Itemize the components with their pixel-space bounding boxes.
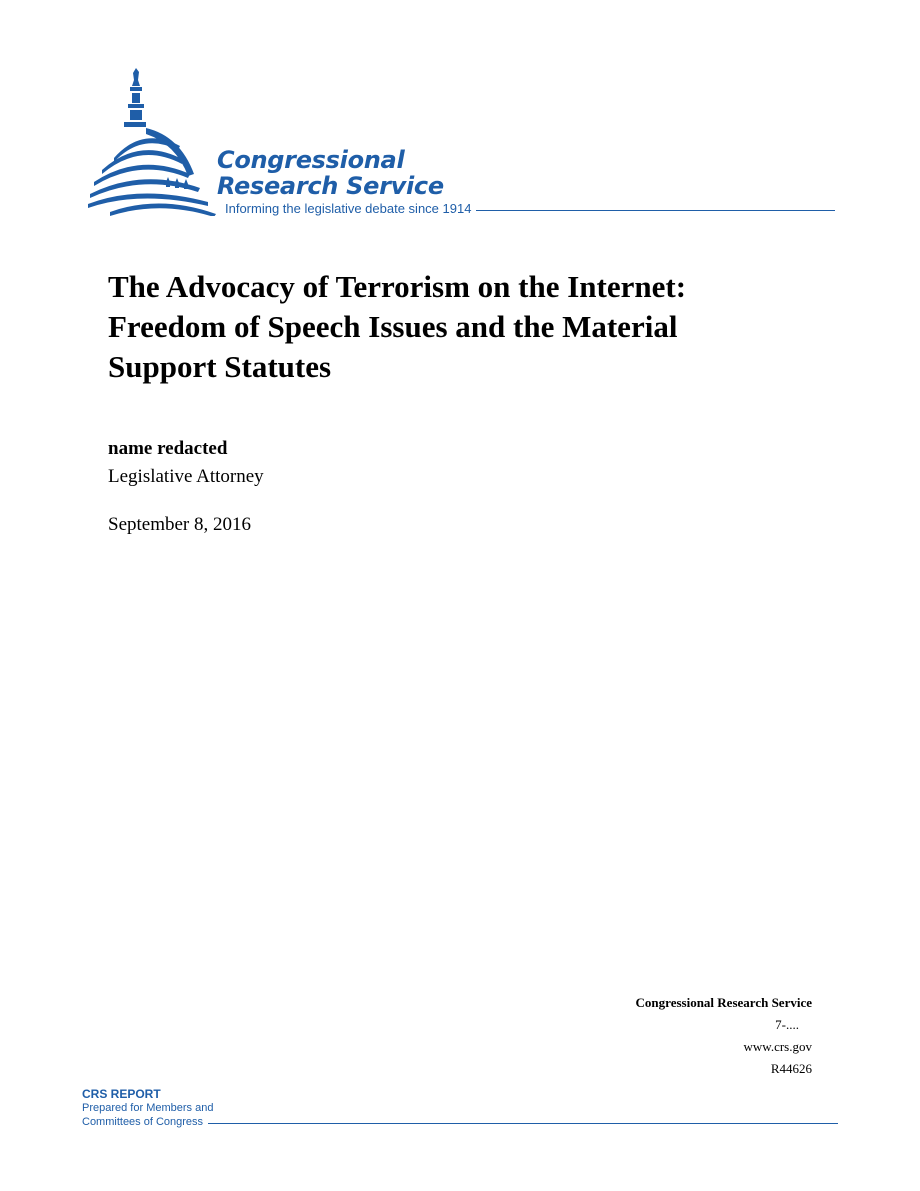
footer-website[interactable]: www.crs.gov — [743, 1039, 812, 1054]
crs-report-block — [82, 1088, 838, 1129]
author-title: Legislative Attorney — [108, 466, 264, 487]
report-title-line3: Support Statutes — [108, 349, 332, 384]
crs-logo — [80, 66, 840, 226]
brand-tagline: Informing the legislative debate since 1914 — [225, 201, 472, 216]
crs-report-label: CRS REPORT — [82, 1087, 161, 1101]
footer-code: 7-.... — [775, 1017, 799, 1032]
footer-report-number: R44626 — [770, 1061, 812, 1076]
capitol-dome-icon — [80, 66, 220, 216]
brand-name — [217, 147, 444, 199]
author-name: name redacted — [108, 438, 228, 459]
crs-report-line1: Prepared for Members and — [82, 1102, 214, 1114]
brand-tagline-row — [225, 201, 835, 216]
brand-name-line1: Congressional — [217, 146, 405, 174]
crs-report-rule — [208, 1123, 838, 1124]
crs-report-line2: Committees of Congress — [82, 1116, 204, 1128]
footer-info — [636, 992, 812, 1080]
crs-report-row — [82, 1115, 838, 1129]
footer-org: Congressional Research Service — [635, 995, 812, 1010]
report-title-line2: Freedom of Speech Issues and the Material — [108, 309, 678, 344]
tagline-rule — [476, 210, 835, 211]
report-date: September 8, 2016 — [108, 514, 252, 535]
report-title-line1: The Advocacy of Terrorism on the Internet: — [108, 269, 687, 304]
report-title — [108, 267, 808, 387]
brand-name-line2: Research Service — [217, 172, 444, 200]
